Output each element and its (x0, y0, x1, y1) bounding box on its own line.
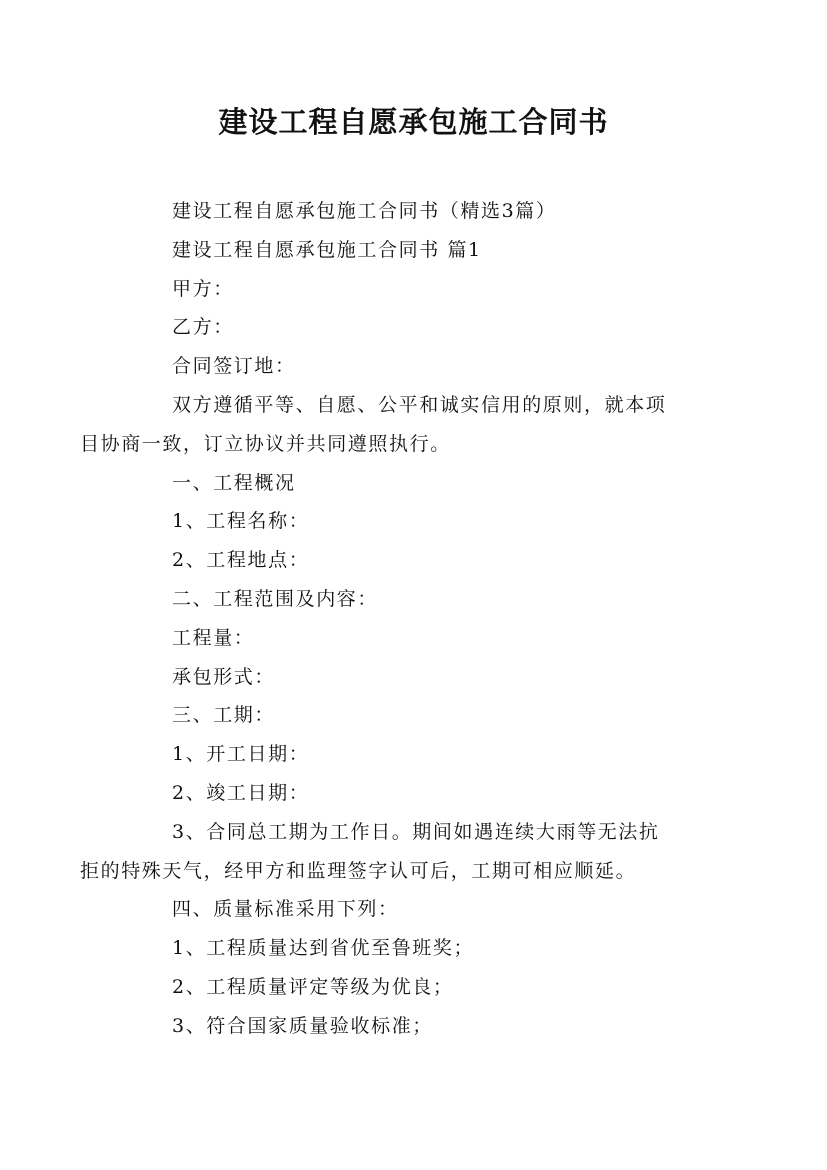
subtitle-paragraph: 建设工程自愿承包施工合同书（精选3篇） (172, 200, 557, 222)
document-body (80, 192, 716, 1046)
clause-heading: 一、工程概况 (172, 471, 296, 494)
clause-item: 2、工程地点： (172, 549, 310, 572)
signing-place-line: 合同签订地： (172, 355, 296, 378)
clause-item: 工程量： (172, 626, 255, 649)
clause-item: 1、开工日期： (172, 743, 310, 766)
clause-heading: 三、工期： (172, 704, 276, 727)
principle-line-2: 目协商一致，订立协议并共同遵照执行。 (80, 432, 451, 455)
clause-item: 2、竣工日期： (172, 781, 310, 804)
party-a-line: 甲方： (172, 277, 234, 300)
party-b-line: 乙方： (172, 316, 234, 339)
duration-line-2: 拒的特殊天气，经甲方和监理签字认可后，工期可相应顺延。 (80, 859, 637, 882)
clause-item: 2、工程质量评定等级为优良； (172, 975, 454, 998)
clause-item: 3、符合国家质量验收标准； (172, 1014, 433, 1037)
principle-paragraph (80, 386, 716, 464)
clause-heading: 二、工程范围及内容： (172, 587, 379, 610)
clause-heading: 四、质量标准采用下列： (172, 898, 399, 921)
document-title: 建设工程自愿承包施工合同书 (218, 105, 609, 139)
clause-item: 1、工程名称： (172, 510, 310, 533)
clause-item: 承包形式： (172, 665, 276, 688)
section-heading: 建设工程自愿承包施工合同书 篇1 (172, 238, 482, 261)
duration-line-1: 3、合同总工期为工作日。期间如遇连续大雨等无法抗 (172, 820, 660, 843)
principle-line-1: 双方遵循平等、自愿、公平和诚实信用的原则，就本项 (172, 393, 667, 416)
clause-item: 1、工程质量达到省优至鲁班奖； (172, 937, 475, 960)
duration-paragraph (80, 813, 716, 891)
